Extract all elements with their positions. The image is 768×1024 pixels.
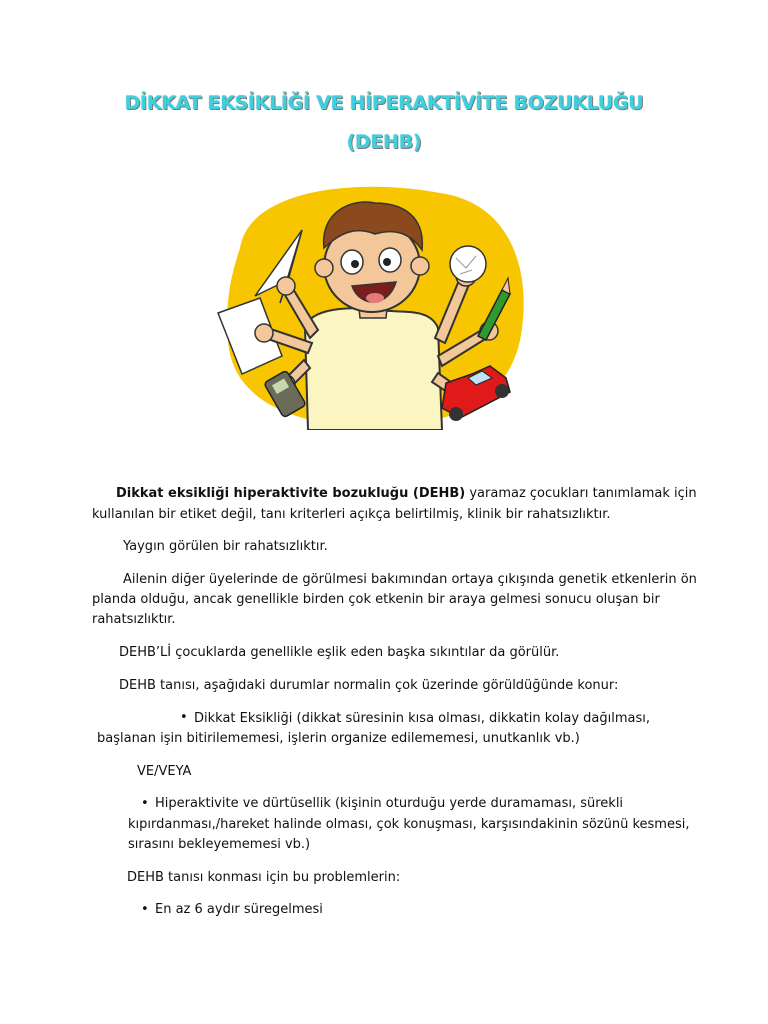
paragraph-diagnosis: DEHB tanısı, aşağıdaki durumlar normalin çok üzerinde görüldüğünde konur:: [119, 678, 619, 693]
paper-ball-icon: [450, 246, 486, 282]
bullet-attention-line-2: başlanan işin bitirilememesi, işlerin organize edilememesi, unutkanlık vb.): [97, 731, 580, 746]
bullet-hyperactivity-line-1: Hiperaktivite ve dürtüsellik (kişinin oturduğu yerde duramaması, sürekli: [155, 796, 624, 811]
paragraph-intro-line-2: kullanılan bir etiket değil, tanı kriterleri açıkça belirtilmiş, klinik bir rahatsızlıktır.: [92, 507, 611, 522]
bullet-duration: En az 6 aydır süregelmesi: [155, 902, 323, 917]
document-title: DİKKAT EKSİKLİĞİ VE HİPERAKTİVİTE BOZUKLUĞU: [124, 92, 644, 114]
paragraph-intro-line-1: [116, 484, 697, 505]
bullet-hyperactivity-line-2: kıpırdanması,/hareket halinde olması, çok konuşması, karşısındakinin sözünü kesmesi,: [128, 817, 690, 832]
document-title-abbreviation: (DEHB): [346, 131, 422, 153]
paragraph-common: Yaygın görülen bir rahatsızlıktır.: [123, 539, 328, 554]
bullet-icon: •: [180, 710, 188, 725]
paragraph-family-line-3: rahatsızlıktır.: [92, 612, 176, 627]
paragraph-family-line-2: planda olduğu, ancak genellikle birden çok etkenin bir araya gelmesi sonucu oluşan bir: [92, 592, 660, 607]
paragraph-family-line-1: Ailenin diğer üyelerinde de görülmesi bakımından ortaya çıkışında genetik etkenlerin ön: [123, 572, 697, 587]
hyperactive-child-illustration: [210, 178, 535, 430]
bullet-icon: •: [141, 902, 149, 917]
bullet-icon: •: [141, 796, 149, 811]
intro-text: yaramaz çocukları tanımlamak için: [465, 486, 697, 501]
paragraph-or: VE/VEYA: [137, 764, 192, 779]
paragraph-problems: DEHB tanısı konması için bu problemlerin:: [127, 870, 401, 885]
bullet-hyperactivity-line-3: sırasını bekleyememesi vb.): [128, 837, 311, 852]
bullet-attention-line-1: Dikkat Eksikliği (dikkat süresinin kısa olması, dikkatin kolay dağılması,: [194, 711, 651, 726]
intro-bold-term: Dikkat eksikliği hiperaktivite bozukluğu (DEHB): [116, 486, 466, 501]
paragraph-comorbid: DEHB’Lİ çocuklarda genellikle eşlik eden başka sıkıntılar da görülür.: [119, 645, 560, 660]
